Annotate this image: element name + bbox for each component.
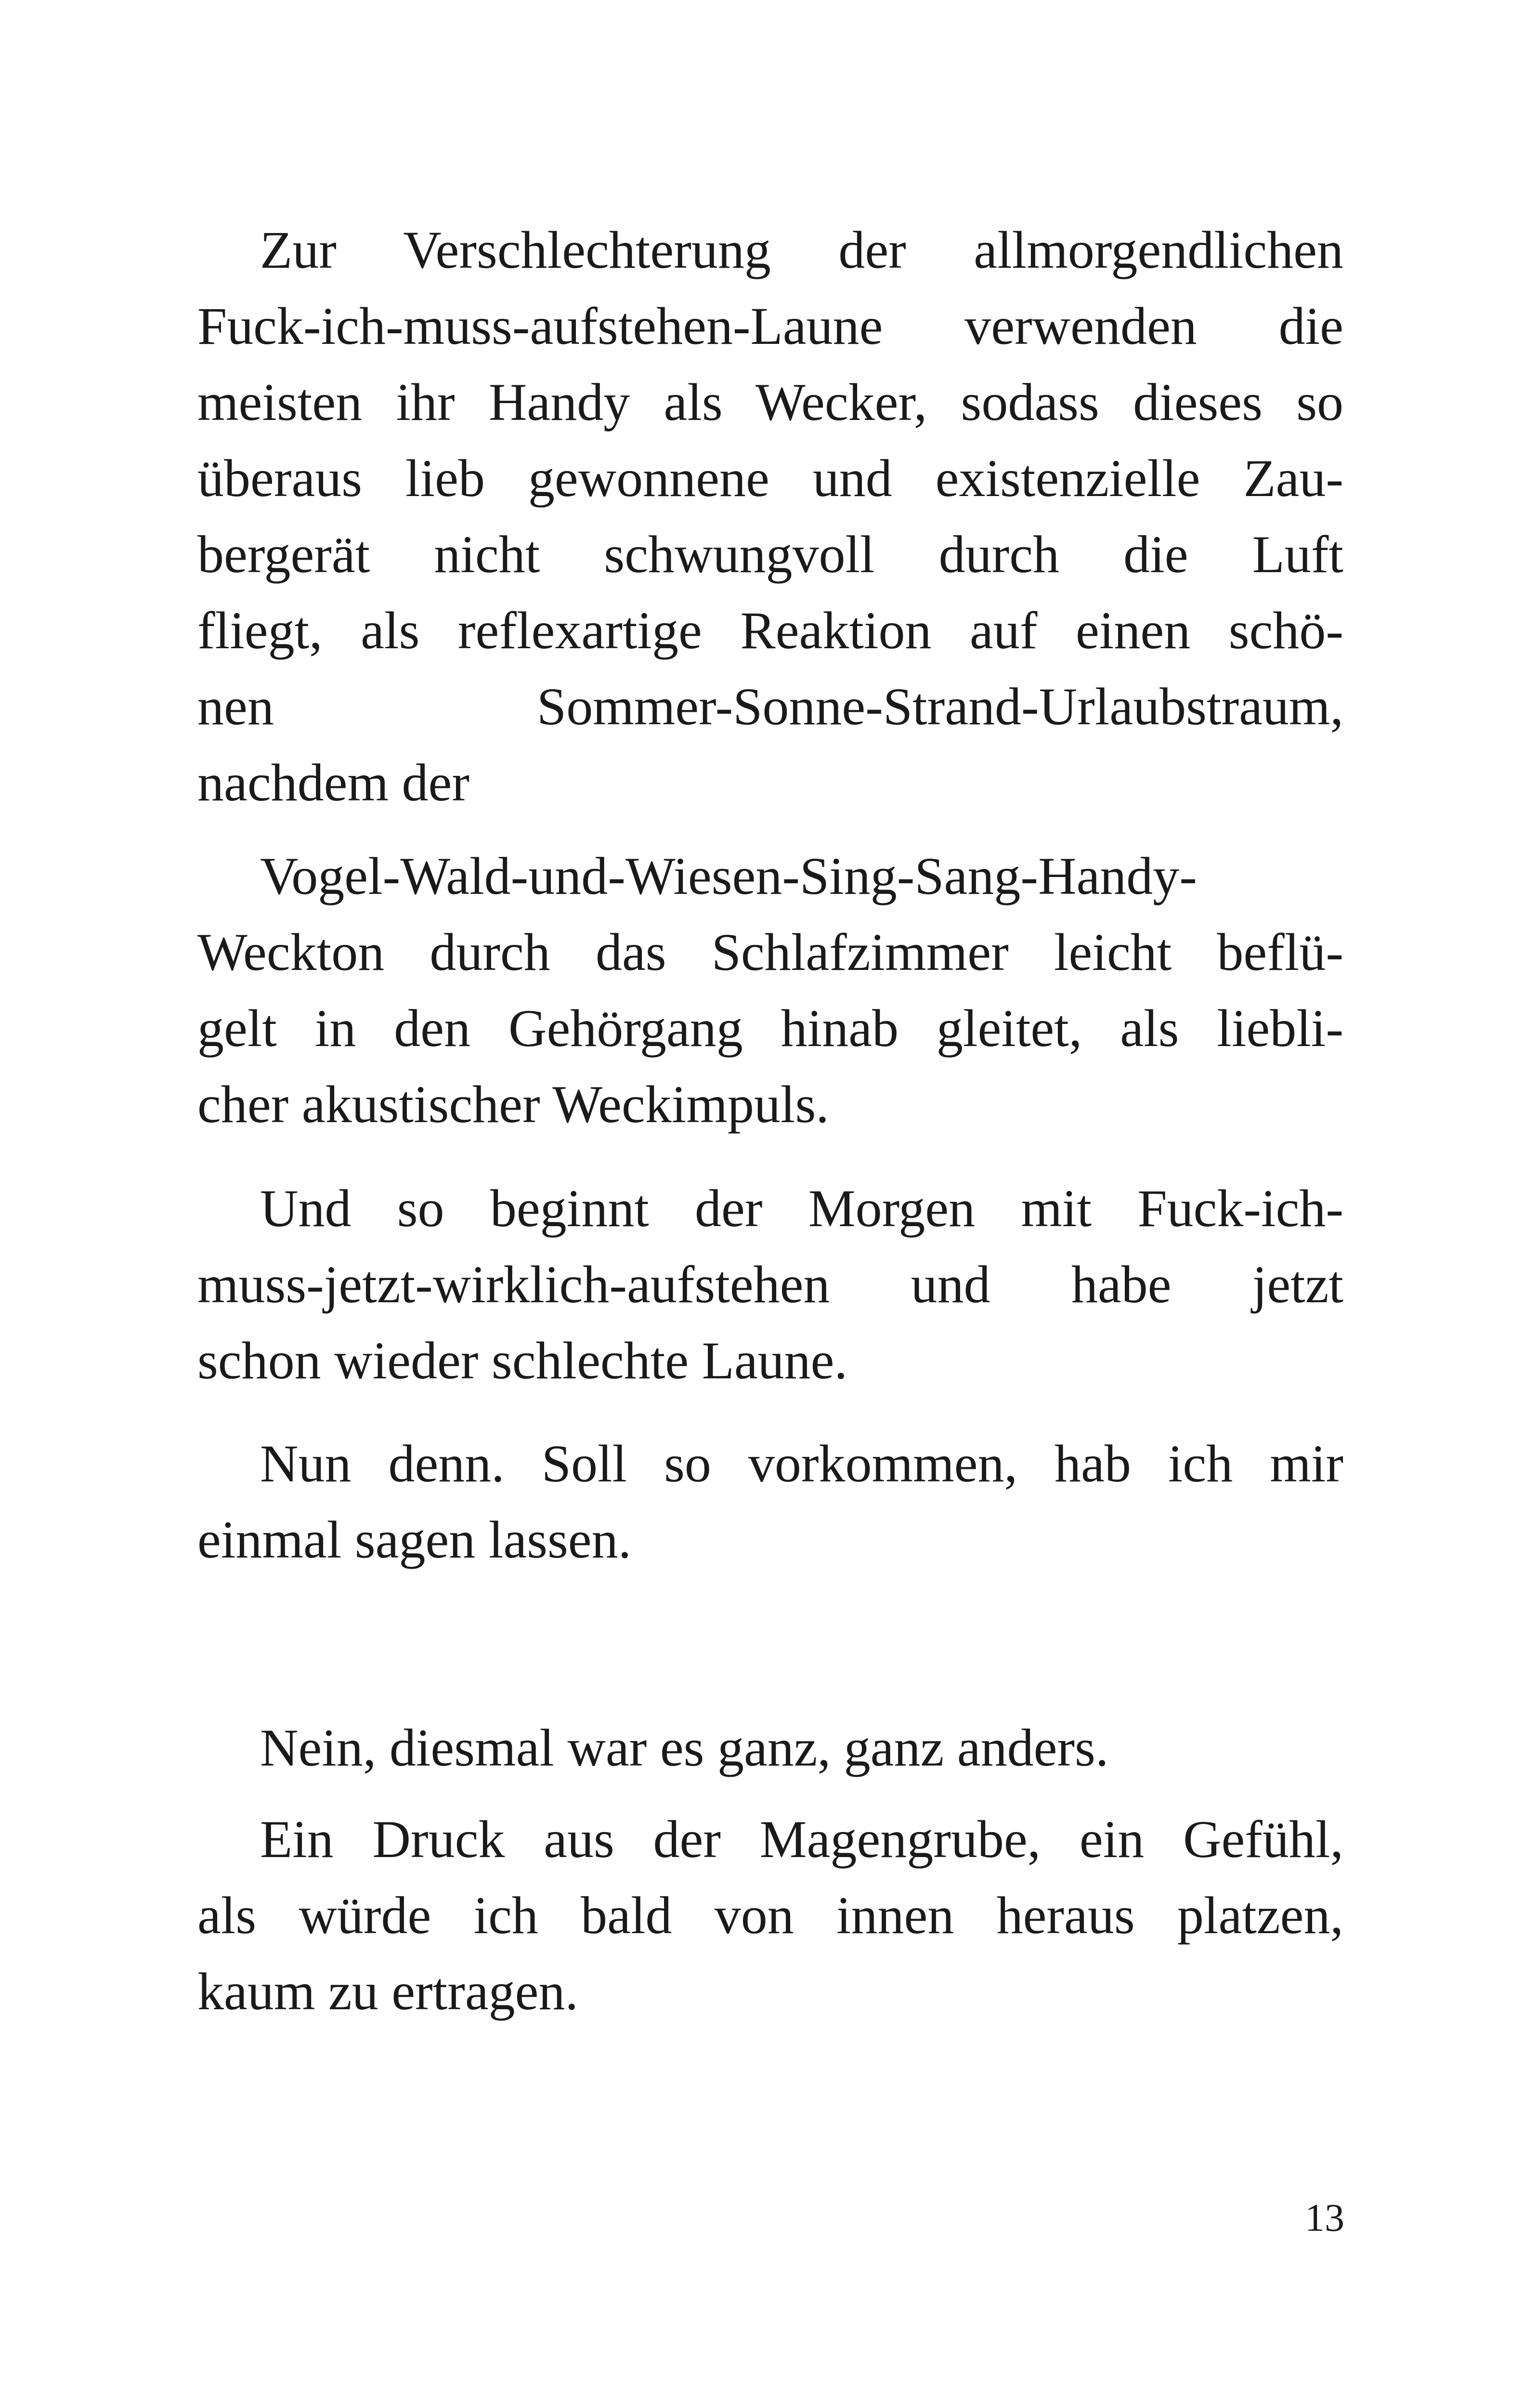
text-line: Nein, diesmal war es ganz, ganz anders. <box>260 1718 1109 1777</box>
text-line: schon wieder schlechte Laune. <box>197 1331 847 1390</box>
text-line: fliegt, als reflexartige Reaktion auf einen schö- <box>197 601 1343 660</box>
text-line: nen Sommer-Sonne-Strand-Urlaubstraum, <box>197 677 1343 736</box>
text-line: als würde ich bald von innen heraus platzen, <box>197 1886 1343 1945</box>
text-line: Vogel-Wald-und-Wiesen-Sing-Sang-Handy- <box>260 847 1197 905</box>
text-line: kaum zu ertragen. <box>197 1962 579 2021</box>
text-line: meisten ihr Handy als Wecker, sodass dieses so <box>197 373 1343 432</box>
text-line: Zur Verschlechterung der allmorgendlichen <box>260 221 1343 279</box>
paragraph-2 <box>197 838 1343 1142</box>
text-line: cher akustischer Weckimpuls. <box>197 1075 829 1134</box>
text-line: muss-jetzt-wirklich-aufstehen und habe jetzt <box>197 1255 1343 1314</box>
paragraph-6 <box>197 1801 1343 2029</box>
text-line: überaus lieb gewonnene und existenzielle Zau- <box>197 449 1343 508</box>
text-line: gelt in den Gehörgang hinab gleitet, als liebli- <box>197 999 1343 1058</box>
text-line: einmal sagen lassen. <box>197 1510 632 1569</box>
page-number: 13 <box>1305 2196 1344 2239</box>
paragraph-1 <box>197 212 1343 821</box>
text-line: Nun denn. Soll so vorkommen, hab ich mir <box>260 1434 1343 1493</box>
paragraph-5 <box>197 1710 1343 1786</box>
paragraph-4 <box>197 1426 1343 1578</box>
text-line: Fuck-ich-muss-aufstehen-Laune verwenden die <box>197 297 1343 355</box>
text-line: Und so beginnt der Morgen mit Fuck-ich- <box>260 1179 1343 1238</box>
text-line: bergerät nicht schwungvoll durch die Luft <box>197 525 1343 584</box>
text-line: nachdem der <box>197 753 469 812</box>
paragraph-3 <box>197 1170 1343 1399</box>
text-line: Ein Druck aus der Magengrube, ein Gefühl, <box>260 1810 1343 1869</box>
text-line: Weckton durch das Schlafzimmer leicht beflü- <box>197 923 1343 982</box>
